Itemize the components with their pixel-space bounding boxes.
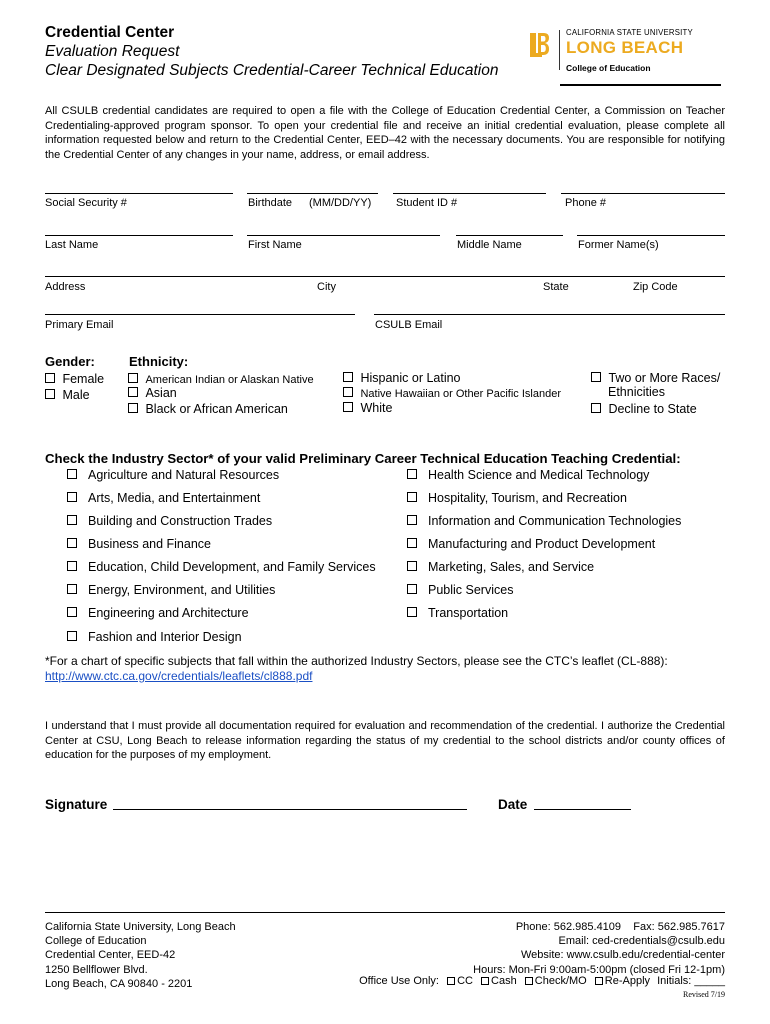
last-name-label: Last Name [45, 239, 99, 251]
ethnicity-option[interactable] [343, 399, 392, 417]
ethnicity-label: Black or African American [145, 402, 288, 416]
form-title: Credential Center [45, 24, 175, 41]
ssn-field[interactable] [45, 193, 233, 194]
industry-option[interactable] [67, 630, 242, 644]
ethnicity-label: White [360, 401, 393, 415]
footer-website: Website: www.csulb.edu/credential-center [520, 949, 725, 962]
footer-contact [473, 920, 725, 977]
zip-label: Zip Code [633, 281, 678, 293]
footer-email: Email: ced-credentials@csulb.edu [558, 935, 725, 948]
signature-label: Signature [45, 797, 108, 812]
birthdate-format: (MM/DD/YY) [309, 197, 372, 209]
industry-label: Transportation [428, 606, 509, 620]
footer-phone-fax: Phone: 562.985.4109 Fax: 562.985.7617 [515, 921, 725, 933]
industry-checkbox[interactable] [67, 607, 77, 617]
footer-address-line: 1250 Bellflower Blvd. [45, 963, 148, 976]
student-id-label: Student ID # [396, 197, 458, 209]
ethnicity-checkbox[interactable] [591, 403, 601, 413]
phone-label: Phone # [565, 197, 606, 209]
industry-label: Public Services [428, 583, 514, 597]
office-cash-label: Cash [491, 975, 517, 987]
gender-heading: Gender: [45, 354, 95, 369]
ethnicity-label: Native Hawaiian or Other Pacific Islander [360, 388, 561, 400]
industry-label: Engineering and Architecture [88, 606, 249, 620]
form-subtitle-credential: Clear Designated Subjects Credential-Career Technical Education [45, 62, 499, 79]
industry-checkbox[interactable] [67, 492, 77, 502]
male-checkbox[interactable] [45, 389, 55, 399]
footer-address-line: College of Education [45, 935, 147, 948]
office-check-checkbox[interactable] [525, 977, 533, 985]
industry-label: Health Science and Medical Technology [428, 468, 650, 482]
industry-option[interactable] [407, 491, 627, 505]
industry-note-text: *For a chart of specific subjects that fall within the authorized Industry Sectors, please see the CTC’s leaflet (CL-888): [45, 654, 668, 668]
industry-label: Building and Construction Trades [88, 514, 273, 528]
industry-label: Agriculture and Natural Resources [88, 468, 280, 482]
first-name-field[interactable] [247, 235, 440, 236]
ethnicity-label: Decline to State [608, 402, 697, 416]
ethnicity-option[interactable] [128, 400, 288, 418]
industry-option[interactable] [407, 514, 681, 528]
former-names-label: Former Name(s) [578, 239, 659, 251]
industry-checkbox[interactable] [67, 631, 77, 641]
logo-university-line: CALIFORNIA STATE UNIVERSITY [566, 28, 693, 37]
industry-label: Marketing, Sales, and Service [428, 560, 595, 574]
student-id-field[interactable] [393, 193, 546, 194]
csulb-email-label: CSULB Email [375, 319, 443, 331]
industry-checkbox[interactable] [67, 515, 77, 525]
ssn-label: Social Security # [45, 197, 127, 209]
industry-checkbox[interactable] [67, 538, 77, 548]
ethnicity-checkbox[interactable] [343, 372, 353, 382]
intro-paragraph: All CSULB credential candidates are required to open a file with the College of Education Credential Center, a Commission on Teacher Credentialing-approved program sponsor. To open your credential file and receive an initial credential evaluation, please complete all information requested below and return to the Credential Center, EED–42 with the necessary documents. You are responsible for notifying the Credential Center of any changes in your name, address, or email address. [45, 105, 725, 161]
ethnicity-label: American Indian or Alaskan Native [145, 374, 314, 386]
ethnicity-label: Hispanic or Latino [360, 371, 461, 385]
male-label: Male [62, 388, 90, 402]
state-label: State [543, 281, 569, 293]
ethnicity-checkbox[interactable] [591, 372, 601, 382]
office-cc-checkbox[interactable] [447, 977, 455, 985]
industry-label: Energy, Environment, and Utilities [88, 583, 276, 597]
lb-monogram-icon [528, 31, 550, 59]
date-label: Date [498, 797, 528, 812]
industry-option[interactable] [407, 560, 594, 574]
office-reapply-checkbox[interactable] [595, 977, 603, 985]
ethnicity-checkbox[interactable] [128, 387, 138, 397]
industry-option[interactable] [67, 514, 272, 528]
industry-option[interactable] [407, 583, 513, 597]
ethnicity-checkbox[interactable] [128, 373, 138, 383]
ethnicity-checkbox[interactable] [343, 402, 353, 412]
industry-option[interactable] [407, 537, 655, 551]
industry-label: Information and Communication Technologies [428, 514, 682, 528]
office-use-row [359, 975, 725, 987]
industry-label: Business and Finance [88, 537, 211, 551]
footer-address [45, 920, 236, 991]
industry-checkbox[interactable] [407, 584, 417, 594]
industry-option[interactable] [67, 537, 211, 551]
logo-campus: LONG BEACH [566, 38, 684, 57]
female-checkbox[interactable] [45, 373, 55, 383]
industry-checkbox[interactable] [407, 538, 417, 548]
footer-rule [45, 912, 725, 913]
footer-address-line: Credential Center, EED-42 [45, 949, 176, 962]
last-name-field[interactable] [45, 235, 233, 236]
female-label: Female [62, 372, 105, 386]
office-reapply-label: Re-Apply [604, 975, 651, 987]
birthdate-label: Birthdate [248, 197, 293, 209]
former-names-field[interactable] [577, 235, 725, 236]
csulb-email-field[interactable] [374, 314, 725, 315]
office-use-label: Office Use Only: [359, 975, 439, 987]
primary-email-field[interactable] [45, 314, 355, 315]
footer-hours: Hours: Mon-Fri 9:00am-5:00pm (closed Fri 12-1pm) [473, 963, 725, 976]
office-cash-checkbox[interactable] [481, 977, 489, 985]
date-line[interactable] [534, 809, 631, 810]
ethnicity-option[interactable] [591, 400, 697, 418]
footer-address-line: Long Beach, CA 90840 - 2201 [45, 977, 193, 990]
industry-label: Education, Child Development, and Family Services [88, 560, 376, 574]
form-subtitle: Evaluation Request [45, 43, 180, 60]
first-name-label: First Name [248, 239, 302, 251]
footer-address-line: California State University, Long Beach [45, 921, 236, 933]
authorization-paragraph: I understand that I must provide all documentation required for evaluation and recommendation of the credential. I authorize the Credential Center at CSU, Long Beach to release information regarding the status of my credential to the school districts and/or county offices of education for the purposes of my employment. [45, 720, 725, 761]
revised-date: Revised 7/19 [683, 990, 725, 999]
industry-checkbox[interactable] [407, 469, 417, 479]
industry-checkbox[interactable] [407, 607, 417, 617]
middle-name-field[interactable] [456, 235, 563, 236]
industry-note [45, 654, 735, 684]
industry-checkbox[interactable] [67, 584, 77, 594]
industry-label: Arts, Media, and Entertainment [88, 491, 261, 505]
industry-checkbox[interactable] [407, 492, 417, 502]
industry-option[interactable] [67, 491, 260, 505]
ethnicity-checkbox[interactable] [343, 387, 353, 397]
signature-line[interactable] [113, 809, 467, 810]
address-label: Address [45, 281, 86, 293]
phone-field[interactable] [561, 193, 725, 194]
industry-checkbox[interactable] [407, 515, 417, 525]
office-check-label: Check/MO [534, 975, 587, 987]
birthdate-field[interactable] [247, 193, 378, 194]
industry-label: Hospitality, Tourism, and Recreation [428, 491, 627, 505]
ethnicity-label: Asian [145, 386, 177, 400]
middle-name-label: Middle Name [457, 239, 522, 251]
industry-option[interactable] [67, 583, 275, 597]
gender-male-option[interactable] [45, 386, 90, 404]
industry-option[interactable] [67, 468, 279, 482]
industry-checkbox[interactable] [67, 561, 77, 571]
industry-checkbox[interactable] [67, 469, 77, 479]
leaflet-link[interactable]: http://www.ctc.ca.gov/credentials/leaflets/cl888.pdf [45, 669, 313, 683]
industry-option[interactable] [407, 468, 649, 482]
industry-option[interactable] [407, 606, 508, 620]
industry-heading: Check the Industry Sector* of your valid Preliminary Career Technical Education Teaching Credential: [45, 451, 681, 466]
industry-option[interactable] [67, 606, 249, 620]
industry-label: Fashion and Interior Design [88, 630, 242, 644]
ethnicity-label: Two or More Races/ [608, 371, 721, 385]
office-cc-label: CC [457, 975, 473, 987]
industry-checkbox[interactable] [407, 561, 417, 571]
logo-divider [559, 30, 560, 70]
logo-college: College of Education [566, 63, 651, 73]
office-initials: Initials: _____ [657, 975, 725, 987]
ethnicity-heading: Ethnicity: [129, 354, 189, 369]
city-label: City [317, 281, 336, 293]
industry-label: Manufacturing and Product Development [428, 537, 656, 551]
ethnicity-checkbox[interactable] [128, 403, 138, 413]
header-rule [560, 84, 721, 86]
ethnicity-label-continued: Ethnicities [608, 385, 665, 399]
address-field[interactable] [45, 276, 725, 277]
industry-option[interactable] [67, 560, 376, 574]
primary-email-label: Primary Email [45, 319, 114, 331]
